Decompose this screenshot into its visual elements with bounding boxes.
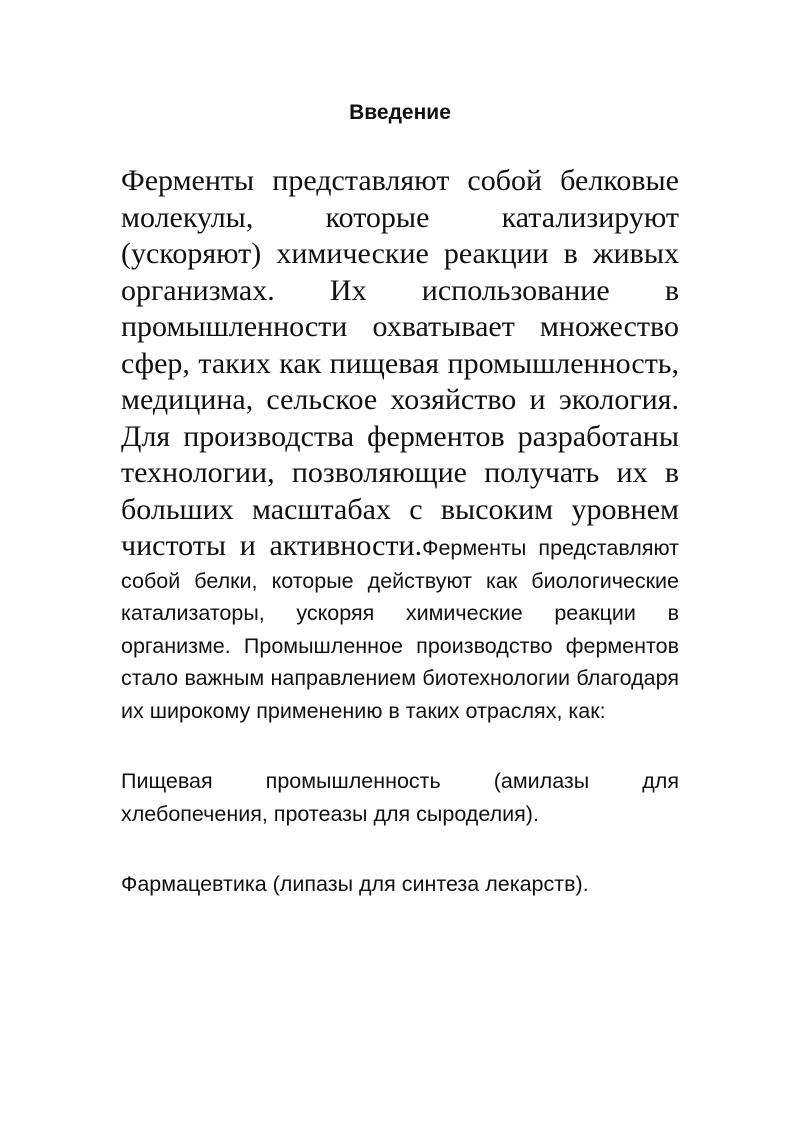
document-body <box>121 163 679 939</box>
intro-paragraph <box>121 163 679 727</box>
list-item-food: Пищевая промышленность (амилазы для хлебопечения, протеазы для сыроделия). <box>121 769 679 826</box>
intro-sans-text: Ферменты представляют собой белки, которые действуют как биологические катализаторы, ускоряя химические реакции в организме. Промышленное производство ферментов стало важным направлением биотехнологии благодаря их широкому применению в таких отраслях, как: <box>121 536 679 723</box>
intro-serif-text: Ферменты представляют собой белковые молекулы, которые катализируют (ускоряют) химические реакции в живых организмах. Их использование в промышленности охватывает множество сфер, таких как пищевая промышленность, медицина, сельское хозяйство и экология. Для производства ферментов разработаны технологии, позволяющие получать их в больших масштабах с высоким уровнем чистоты и активности. <box>121 164 679 562</box>
document-title: Введение <box>349 101 451 124</box>
list-item-pharma: Фармацевтика (липазы для синтеза лекарств). <box>121 872 589 896</box>
